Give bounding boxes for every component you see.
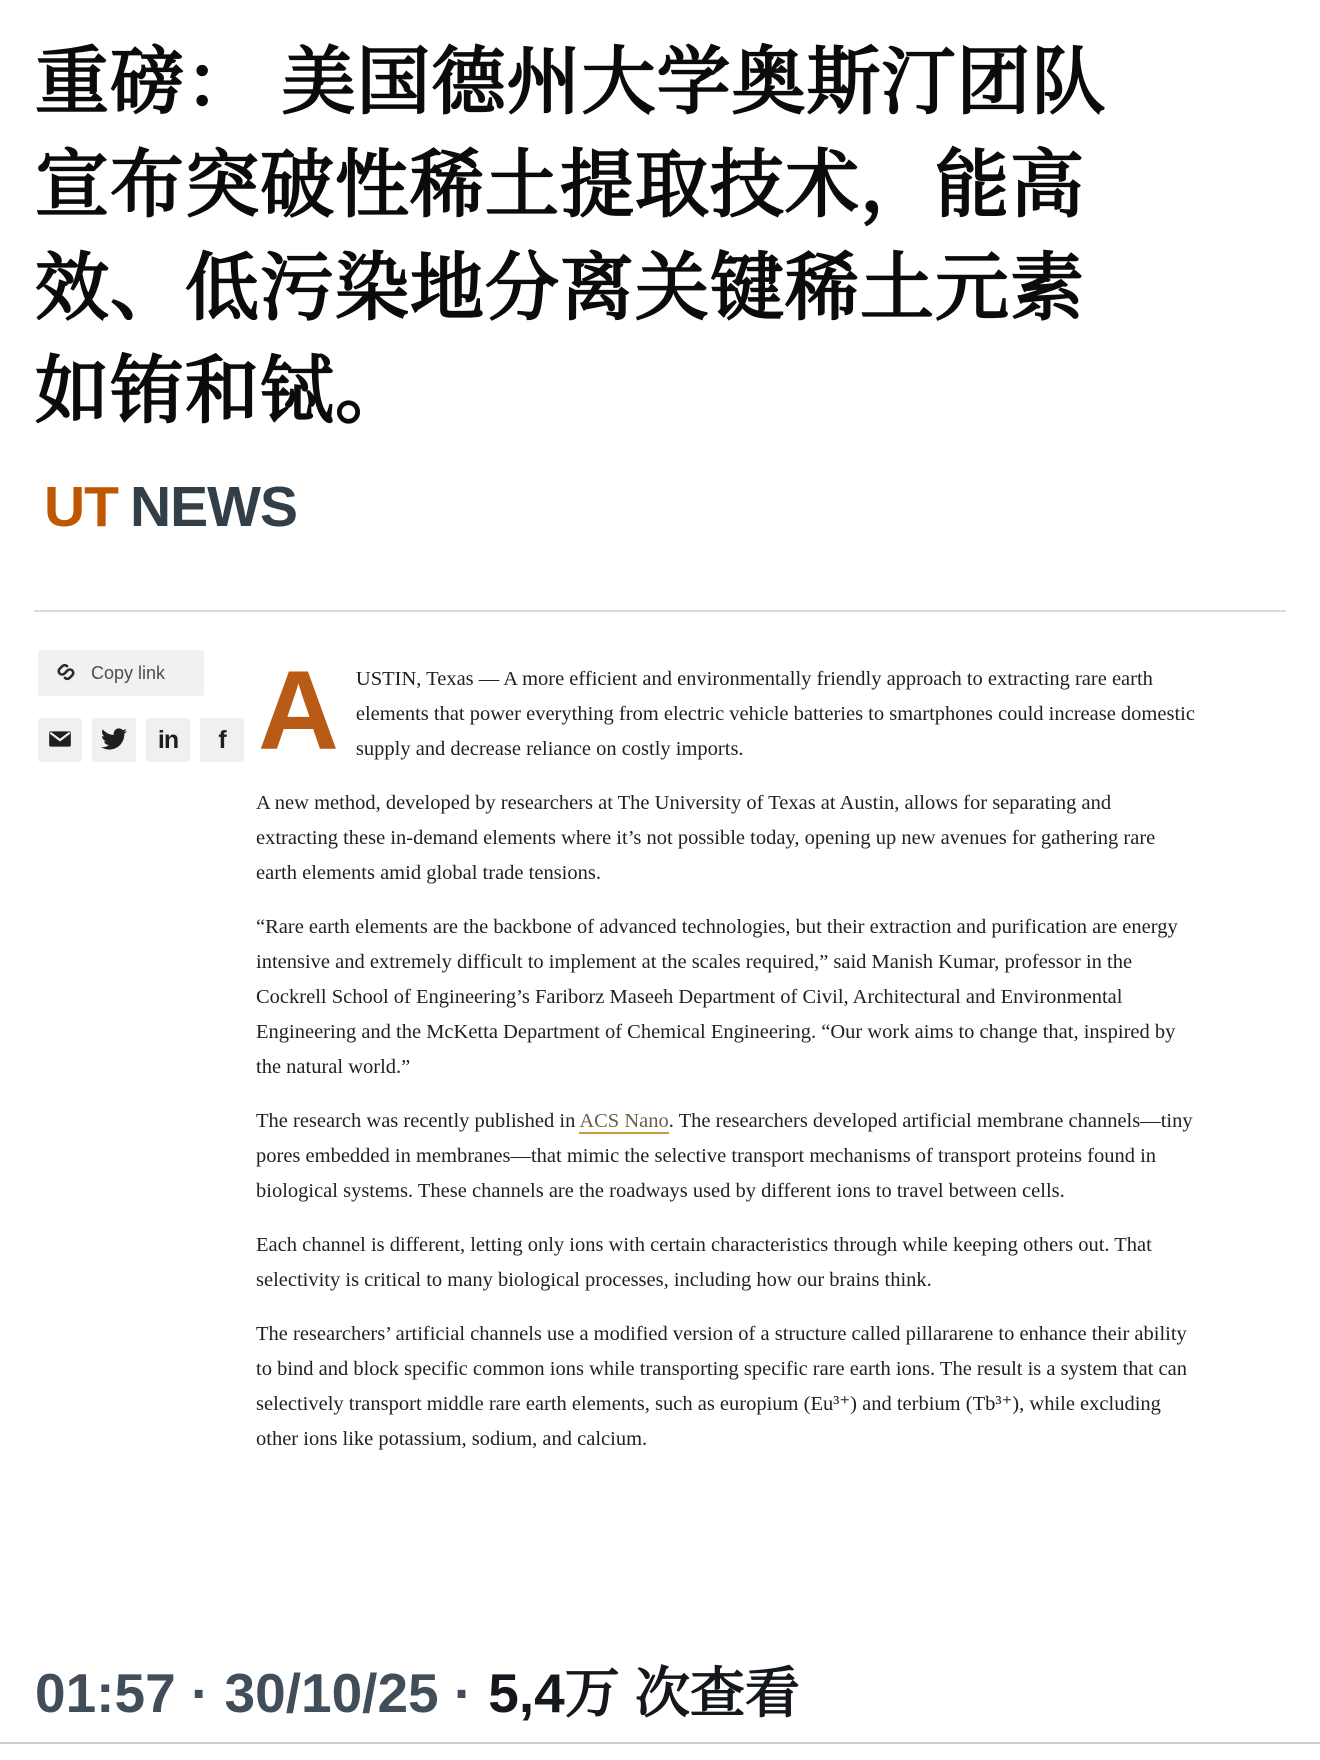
facebook-share-button[interactable] [200, 718, 244, 762]
article-text-column [256, 648, 1196, 1476]
link-icon [53, 659, 79, 688]
article-paragraph-5: Each channel is different, letting only ions with certain characteristics through while keeping others out. That selectivity is critical to many biological processes, including how our brains think. [256, 1234, 1152, 1291]
paragraph-4-before-link: The research was recently published in [256, 1110, 580, 1132]
article-screenshot[interactable] [0, 476, 1320, 1476]
paragraph-4-after-link: . The researchers developed artificial membrane channels—tiny pores embedded in membranes—that mimic the selective transport mechanisms of transport proteins found in biological systems. These channels are the roadways used by different ions to travel between cells. [256, 1110, 1193, 1202]
dropcap-letter: A [258, 648, 339, 773]
headline-line-1: 重磅： 美国德州大学奥斯汀团队 [35, 40, 1107, 123]
linkedin-share-button[interactable] [146, 718, 190, 762]
facebook-icon: f [218, 725, 226, 754]
twitter-share-button[interactable] [92, 718, 136, 762]
social-share-row [38, 718, 256, 762]
article-paragraph-4 [256, 1104, 1196, 1209]
paragraph-1-text: USTIN, Texas — A more efficient and environmentally friendly approach to extracting rare earth elements that power everything from electric vehicle batteries to smartphones could increase domestic supply and decrease reliance on costly imports. [355, 668, 1195, 760]
email-icon [47, 726, 73, 755]
bottom-divider [0, 1742, 1320, 1744]
headline-line-4: 如铕和铽。 [35, 349, 410, 432]
utnews-logo-news: NEWS [129, 475, 297, 539]
share-column [38, 650, 256, 1476]
twitter-icon [101, 726, 127, 755]
acs-nano-link[interactable]: ACS Nano [579, 1110, 669, 1132]
tweet-view-count: 5,4万 次查看 [488, 1662, 800, 1724]
utnews-logo [44, 476, 1320, 538]
linkedin-icon: in [157, 725, 179, 754]
headline-line-3: 效、低污染地分离关键稀土元素 [35, 246, 1085, 329]
tweet-timestamp: 01:57 · 30/10/25 · [35, 1662, 473, 1724]
copy-link-button[interactable] [38, 650, 204, 696]
tweet-meta [35, 1649, 800, 1728]
article-paragraph-6: The researchers’ artificial channels use a modified version of a structure called pillararene to enhance their ability to bind and block specific common ions while transporting specific rare earth ions. The result is a system that can selectively transport middle rare earth elements, such as europium (Eu³⁺) and terbium (Tb³⁺), while excluding other ions like potassium, sodium, and calcium. [256, 1323, 1187, 1450]
article-paragraph-1 [256, 648, 1196, 773]
email-share-button[interactable] [38, 718, 82, 762]
header-divider [34, 610, 1286, 612]
tweet-headline [0, 0, 1320, 442]
article-paragraph-3: “Rare earth elements are the backbone of advanced technologies, but their extraction and purification are energy intensive and extremely difficult to implement at the scales required,” said Manish Kumar, professor in the Cockrell School of Engineering’s Fariborz Maseeh Department of Civil, Architectural and Environmental Engineering and the McKetta Department of Chemical Engineering. “Our work aims to change that, inspired by the natural world.” [256, 916, 1178, 1078]
copy-link-label: Copy link [91, 662, 166, 683]
article-body [0, 650, 1320, 1476]
utnews-logo-ut: UT [44, 475, 118, 539]
article-paragraph-2: A new method, developed by researchers at The University of Texas at Austin, allows for separating and extracting these in-demand elements where it’s not possible today, opening up new avenues for gathering rare earth elements amid global trade tensions. [256, 792, 1156, 884]
headline-line-2: 宣布突破性稀土提取技术，能高 [35, 143, 1085, 226]
